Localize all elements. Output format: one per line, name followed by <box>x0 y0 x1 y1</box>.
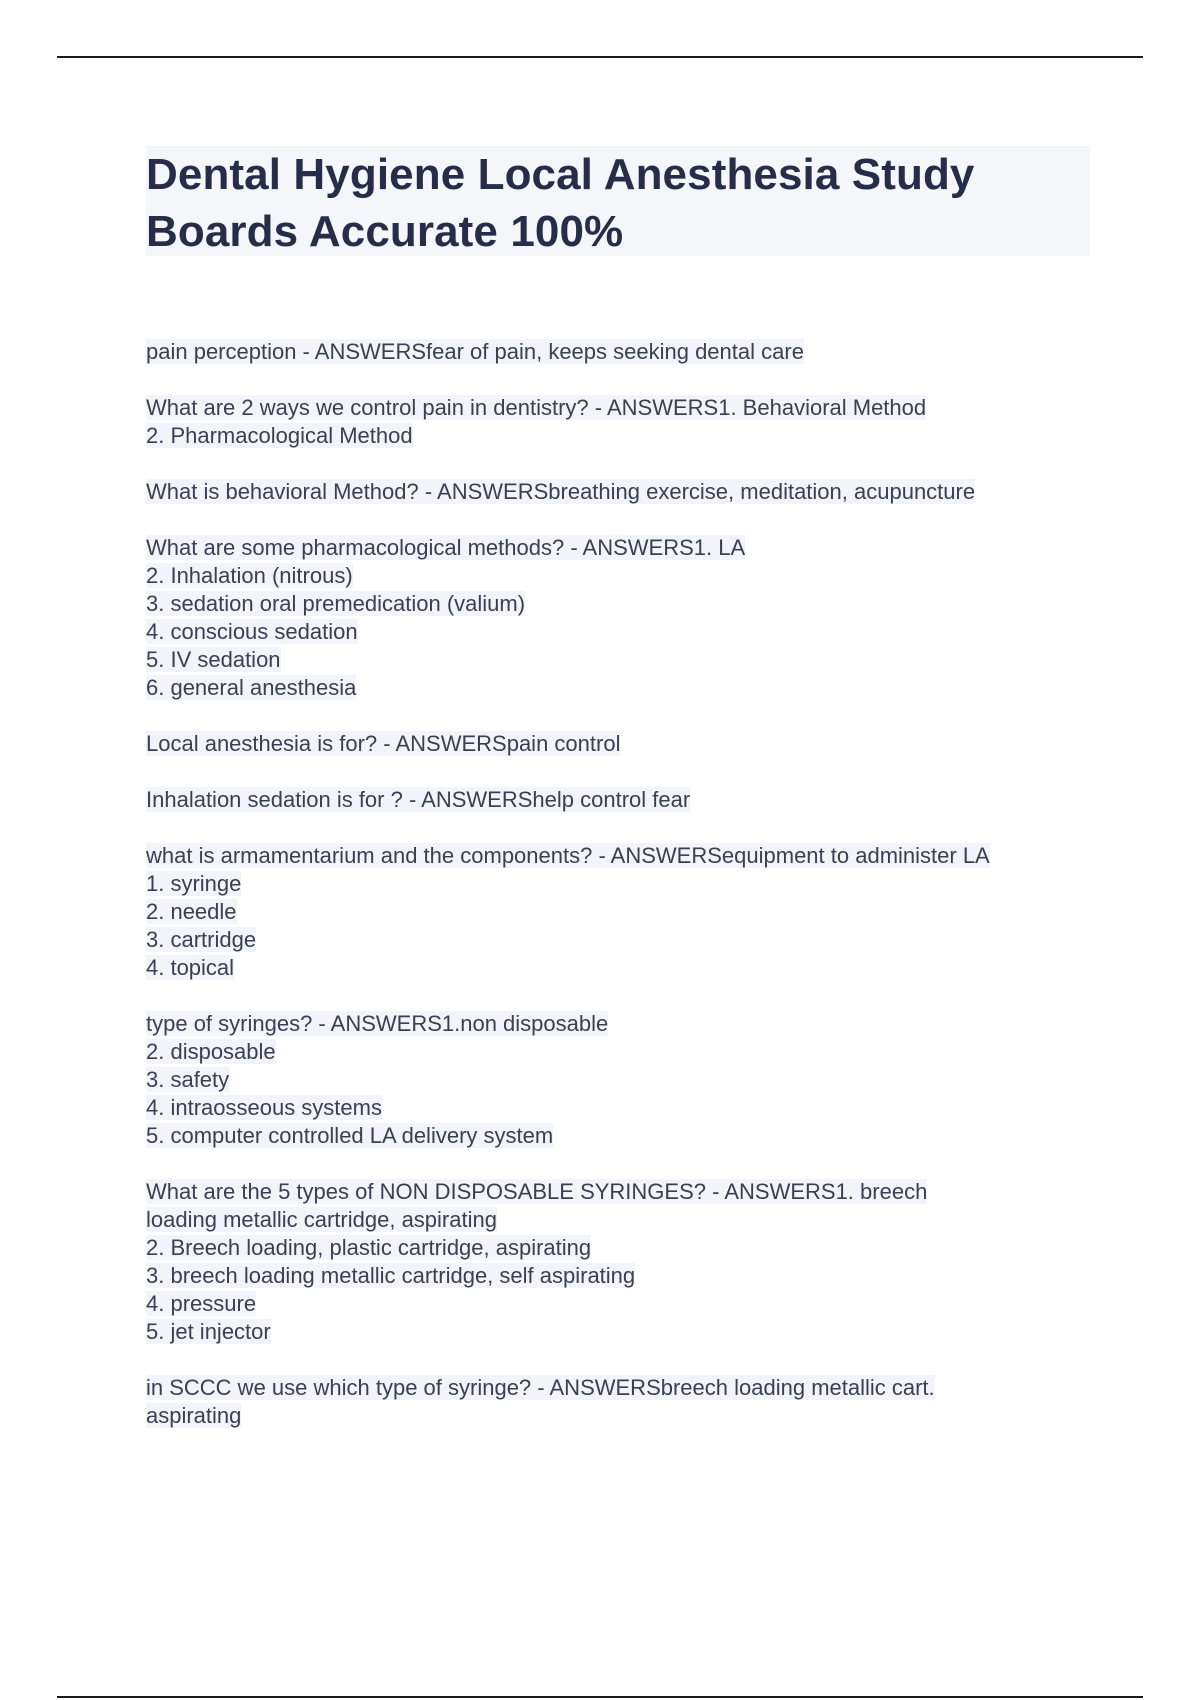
qa-line-text: 3. safety <box>146 1067 230 1092</box>
qa-line <box>146 1038 1090 1066</box>
qa-line <box>146 674 1090 702</box>
qa-line <box>146 1402 1090 1430</box>
qa-line <box>146 898 1090 926</box>
qa-line-text: 2. needle <box>146 899 237 924</box>
qa-line-text: Inhalation sedation is for ? - ANSWERShelp control fear <box>146 787 691 812</box>
qa-item <box>146 394 1090 450</box>
qa-line-text: What are the 5 types of NON DISPOSABLE SYRINGES? - ANSWERS1. breech <box>146 1179 928 1204</box>
qa-line-text: 5. jet injector <box>146 1319 271 1344</box>
qa-line-text: 1. syringe <box>146 871 242 896</box>
qa-line <box>146 562 1090 590</box>
qa-list <box>146 338 1090 1430</box>
qa-line <box>146 478 1090 506</box>
qa-item <box>146 1010 1090 1150</box>
qa-line-text: 2. Breech loading, plastic cartridge, aspirating <box>146 1235 592 1260</box>
qa-line <box>146 1066 1090 1094</box>
title-line-2: Boards Accurate 100% <box>146 207 624 256</box>
bottom-rule <box>57 1696 1143 1698</box>
qa-line <box>146 1234 1090 1262</box>
qa-line <box>146 338 1090 366</box>
qa-line <box>146 1178 1090 1206</box>
qa-line <box>146 1262 1090 1290</box>
qa-line-text: 4. topical <box>146 955 235 980</box>
qa-line-text: 5. IV sedation <box>146 647 281 672</box>
qa-item <box>146 478 1090 506</box>
qa-line-text: Local anesthesia is for? - ANSWERSpain control <box>146 731 621 756</box>
qa-line-text: what is armamentarium and the components? - ANSWERSequipment to administer LA <box>146 843 990 868</box>
qa-line <box>146 618 1090 646</box>
qa-line <box>146 590 1090 618</box>
qa-item <box>146 1178 1090 1346</box>
qa-item <box>146 730 1090 758</box>
qa-line-text: 2. Pharmacological Method <box>146 423 413 448</box>
qa-item <box>146 338 1090 366</box>
document-title <box>146 146 1090 260</box>
qa-line <box>146 1290 1090 1318</box>
qa-line <box>146 842 1090 870</box>
qa-line-text: 5. computer controlled LA delivery system <box>146 1123 554 1148</box>
qa-line-text: 3. cartridge <box>146 927 257 952</box>
qa-item <box>146 842 1090 982</box>
qa-line <box>146 926 1090 954</box>
qa-item <box>146 1374 1090 1430</box>
qa-line-text: 4. pressure <box>146 1291 257 1316</box>
qa-line <box>146 1010 1090 1038</box>
qa-line <box>146 870 1090 898</box>
qa-line <box>146 1318 1090 1346</box>
qa-line-text: 2. Inhalation (nitrous) <box>146 563 353 588</box>
qa-line-text: pain perception - ANSWERSfear of pain, keeps seeking dental care <box>146 339 804 364</box>
qa-line <box>146 954 1090 982</box>
qa-item <box>146 786 1090 814</box>
qa-line <box>146 730 1090 758</box>
qa-line <box>146 1122 1090 1150</box>
qa-line-text: What are some pharmacological methods? - ANSWERS1. LA <box>146 535 746 560</box>
qa-line-text: type of syringes? - ANSWERS1.non disposable <box>146 1011 609 1036</box>
qa-line <box>146 1206 1090 1234</box>
qa-line <box>146 422 1090 450</box>
qa-line-text: 4. intraosseous systems <box>146 1095 382 1120</box>
qa-line-text: 2. disposable <box>146 1039 276 1064</box>
top-rule <box>57 56 1143 58</box>
qa-line-text: What is behavioral Method? - ANSWERSbreathing exercise, meditation, acupuncture <box>146 479 976 504</box>
qa-line <box>146 394 1090 422</box>
qa-line-text: 4. conscious sedation <box>146 619 358 644</box>
qa-line <box>146 646 1090 674</box>
qa-line-text: in SCCC we use which type of syringe? - ANSWERSbreech loading metallic cart. <box>146 1375 935 1400</box>
document-body <box>146 146 1090 1458</box>
qa-item <box>146 534 1090 702</box>
qa-line-text: What are 2 ways we control pain in dentistry? - ANSWERS1. Behavioral Method <box>146 395 927 420</box>
qa-line-text: aspirating <box>146 1403 242 1428</box>
title-line-1: Dental Hygiene Local Anesthesia Study <box>146 150 975 199</box>
qa-line <box>146 534 1090 562</box>
title-block <box>146 146 1090 256</box>
qa-line <box>146 1374 1090 1402</box>
qa-line-text: 3. breech loading metallic cartridge, self aspirating <box>146 1263 636 1288</box>
qa-line <box>146 786 1090 814</box>
qa-line-text: loading metallic cartridge, aspirating <box>146 1207 497 1232</box>
qa-line-text: 6. general anesthesia <box>146 675 357 700</box>
qa-line-text: 3. sedation oral premedication (valium) <box>146 591 526 616</box>
qa-line <box>146 1094 1090 1122</box>
